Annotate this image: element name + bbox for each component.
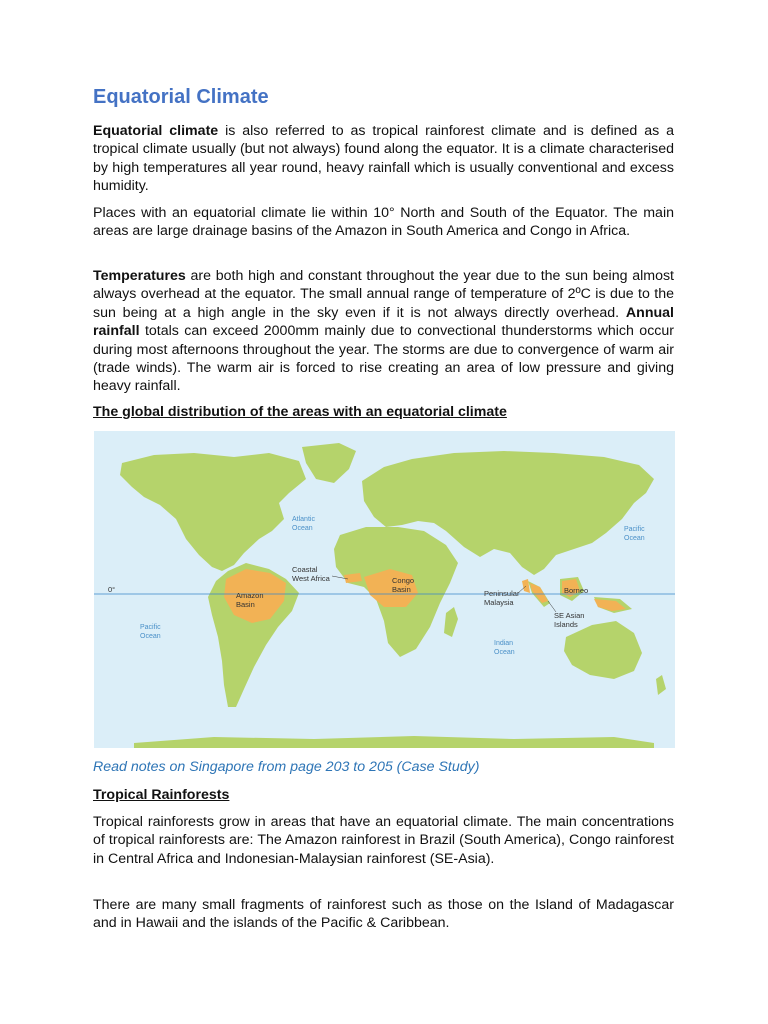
indian-ocean-label: Indian Ocean xyxy=(494,640,515,656)
page-title: Equatorial Climate xyxy=(93,86,269,108)
paragraph-temperatures xyxy=(93,267,674,396)
tropical-rainforests-heading: Tropical Rainforests xyxy=(93,787,230,803)
congo-basin-label: Congo Basin xyxy=(392,576,415,594)
coastal-west-africa-label: Coastal West Africa xyxy=(292,565,330,583)
singapore-note: Read notes on Singapore from page 203 to 205 (Case Study) xyxy=(93,759,480,775)
equator-label: 0° xyxy=(108,585,116,594)
paragraph-text: is also referred to as tropical rainforest climate and is defined as a tropical climate usually (but not always) found along the equator. It is a climate characterised by high temperatures all year round, heavy rainfall which is usually conventional and excess humidity. xyxy=(93,123,674,195)
term-temperatures: Temperatures xyxy=(93,268,186,284)
term-equatorial-climate: Equatorial climate xyxy=(93,123,219,139)
paragraph-rainforests: Tropical rainforests grow in areas that have an equatorial climate. The main concentrations of tropical rainforests are: The Amazon rainforest in Brazil (South America), Congo rainforest in Central Africa and Indonesian-Malaysian rainforest (SE-Asia). xyxy=(93,814,674,867)
atlantic-ocean-label: Atlantic Ocean xyxy=(292,516,315,532)
paragraph-location: Places with an equatorial climate lie within 10° North and South of the Equator. The main areas are large drainage basins of the Amazon in South America and Congo in Africa. xyxy=(93,205,674,240)
term-annual-rainfall: Annual rainfall xyxy=(93,304,674,340)
paragraph-definition xyxy=(93,122,674,196)
peninsular-malaysia-label: Peninsular Malaysia xyxy=(484,589,520,607)
paragraph-text: totals can exceed 2000mm mainly due to convectional thunderstorms which occur during most afternoons throughout the year. The storms are due to convergence of warm air (trade winds). The warm air is forced to rise creating an area of low pressure and giving heavy rainfall. xyxy=(93,323,674,395)
amazon-basin-label: Amazon Basin xyxy=(236,591,264,609)
borneo-label: Borneo xyxy=(564,586,589,595)
paragraph-text: are both high and constant throughout the year due to the sun being almost always overhead at the equator. The small annual range of temperature of 2ºC is due to the sun being at a high angle in the sky even if it is not always directly overhead. xyxy=(93,268,674,321)
paragraph-fragments: There are many small fragments of rainforest such as those on the Island of Madagascar and in Hawaii and the islands of the Pacific & Caribbean. xyxy=(93,897,674,932)
pacific-ocean-east-label: Pacific Ocean xyxy=(624,526,645,542)
pacific-ocean-west-label: Pacific Ocean xyxy=(140,624,161,640)
se-asian-islands-label: SE Asian Islands xyxy=(554,611,585,629)
world-map xyxy=(94,431,675,748)
map-heading: The global distribution of the areas with an equatorial climate xyxy=(93,404,507,420)
antarctica-landmass xyxy=(134,736,654,748)
